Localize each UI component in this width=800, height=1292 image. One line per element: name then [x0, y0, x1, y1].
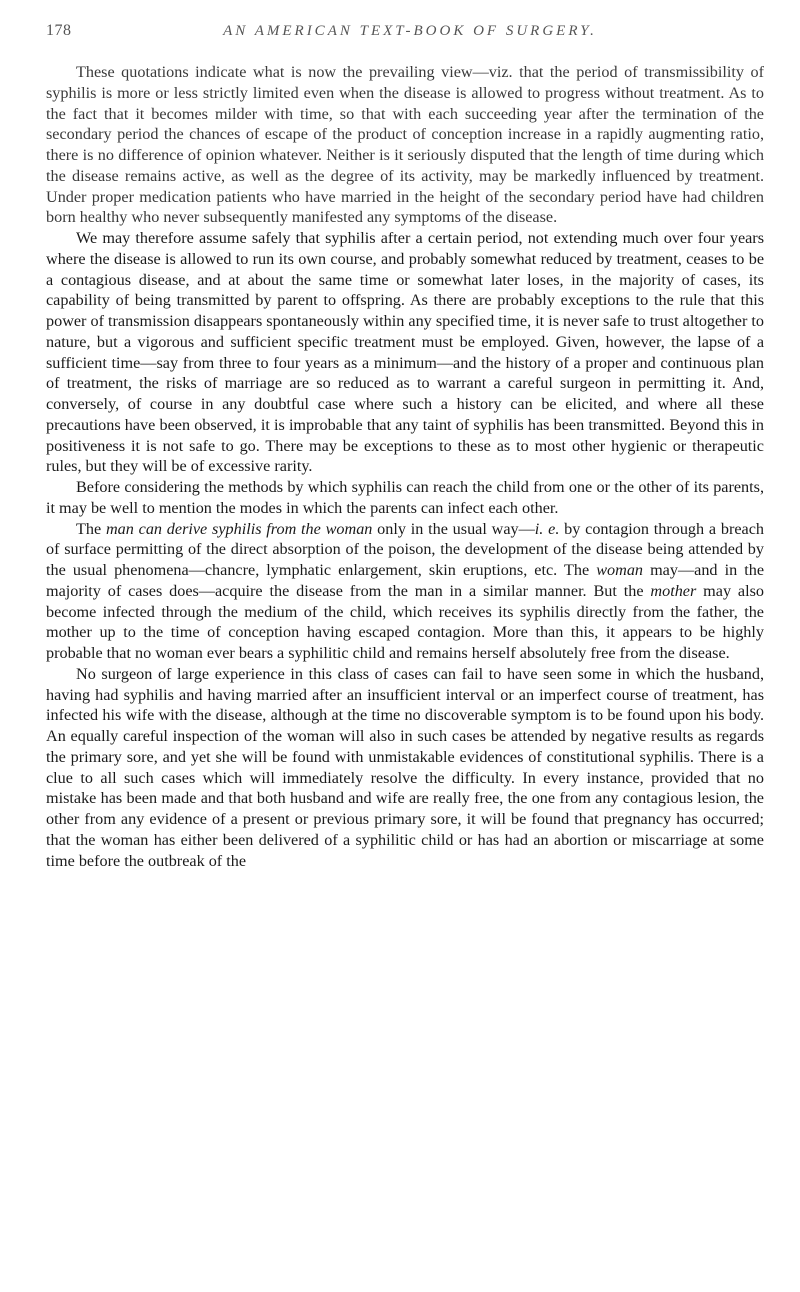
- paragraph: [46, 62, 764, 228]
- paragraph: [46, 228, 764, 477]
- text-run: may—and in the majority of cases does—acquire the disease from the man in a similar manner. But the: [46, 561, 764, 600]
- italic-text: woman: [596, 561, 644, 579]
- paragraph: [46, 477, 764, 519]
- text-run: We may therefore assume safely that syphilis after a certain period, not extending much over four years where the disease is allowed to run its own course, and probably somewhat reduced by treatment, ceases to be a contagious disease, and at about the same time or somewhat later loses, in the majority of cases, its capability of being transmitted by parent to offspring. As there are probably exceptions to the rule that this power of transmission disappears spontaneously within any specified time, it is never safe to trust altogether to nature, but a vigorous and sufficient specific treatment must be employed. Given, however, the lapse of a sufficient time—say from three to four years as a minimum—and the history of a proper and continuous plan of treatment, the risks of marriage are so reduced as to warrant a careful surgeon in permitting it. And, conversely, of course in any doubtful case where such a history can be elicited, and where all these precautions have been observed, it is improbable that any taint of syphilis has been transmitted. Beyond this in positiveness it is not safe to go. There may be exceptions to these as to most other hygienic or therapeutic rules, but they will be of excessive rarity.: [46, 229, 764, 476]
- text-run: No surgeon of large experience in this class of cases can fail to have seen some in which the husband, having had syphilis and having married after an insufficient interval or an imperfect course of treatment, has infected his wife with the disease, although at the time no discoverable symptom is to be found upon his body. An equally careful inspection of the woman will also in such cases be attended by negative results as regards the primary sore, and yet she will be found with unmistakable evidences of constitutional syphilis. There is a clue to all such cases which will immediately resolve the difficulty. In every instance, provided that no mistake has been made and that both husband and wife are really free, the one from any contagious lesion, the other from any evidence of a present or previous primary sore, it will be found that pregnancy has occurred; that the woman has either been delivered of a syphilitic child or has had an abortion or miscarriage at some time before the outbreak of the: [46, 664, 764, 870]
- text-run: may also become infected through the medium of the child, which receives its syphilis directly from the father, the mother up to the time of conception having escaped contagion. More than this, it appears to be highly probable that no woman ever bears a syphilitic child and remains herself absolutely free from the disease.: [46, 581, 764, 662]
- paragraph: [46, 664, 764, 872]
- running-head: [46, 22, 764, 56]
- body-text: [46, 62, 764, 871]
- italic-text: man can derive syphilis from the woman: [105, 519, 373, 538]
- italic-text: i. e.: [534, 519, 560, 538]
- text-run: These quotations indicate what is now the prevailing view—viz. that the period of transmissibility of syphilis is more or less strictly limited even when the disease is allowed to progress without treatment. As to the fact that it becomes milder with time, so that with each succeeding year after the termination of the secondary period the chances of escape of the product of conception increase in a rapidly augmenting ratio, there is no difference of opinion whatever. Neither is it seriously disputed that the length of time during which the disease remains active, as well as the degree of its activity, may be markedly influenced by treatment. Under proper medication patients who have married in the height of the secondary period have had children born healthy who never subsequently manifested any symptoms of the disease.: [46, 63, 764, 227]
- page-number: 178: [46, 22, 72, 39]
- text-run: by contagion through a breach of surface permitting of the direct absorption of the poison, the development of the disease being attended by the usual phenomena—chancre, lymphatic enlargement, skin eruptions, etc. The: [46, 519, 764, 579]
- text-run: only in the usual way—: [372, 519, 535, 538]
- paragraph: [46, 519, 764, 664]
- running-title: AN AMERICAN TEXT-BOOK OF SURGERY.: [223, 23, 597, 39]
- book-page: [46, 22, 764, 1272]
- text-run: Before considering the methods by which syphilis can reach the child from one or the other of its parents, it may be well to mention the modes in which the parents can infect each other.: [46, 478, 764, 517]
- italic-text: mother: [650, 581, 697, 600]
- text-run: The: [76, 519, 106, 538]
